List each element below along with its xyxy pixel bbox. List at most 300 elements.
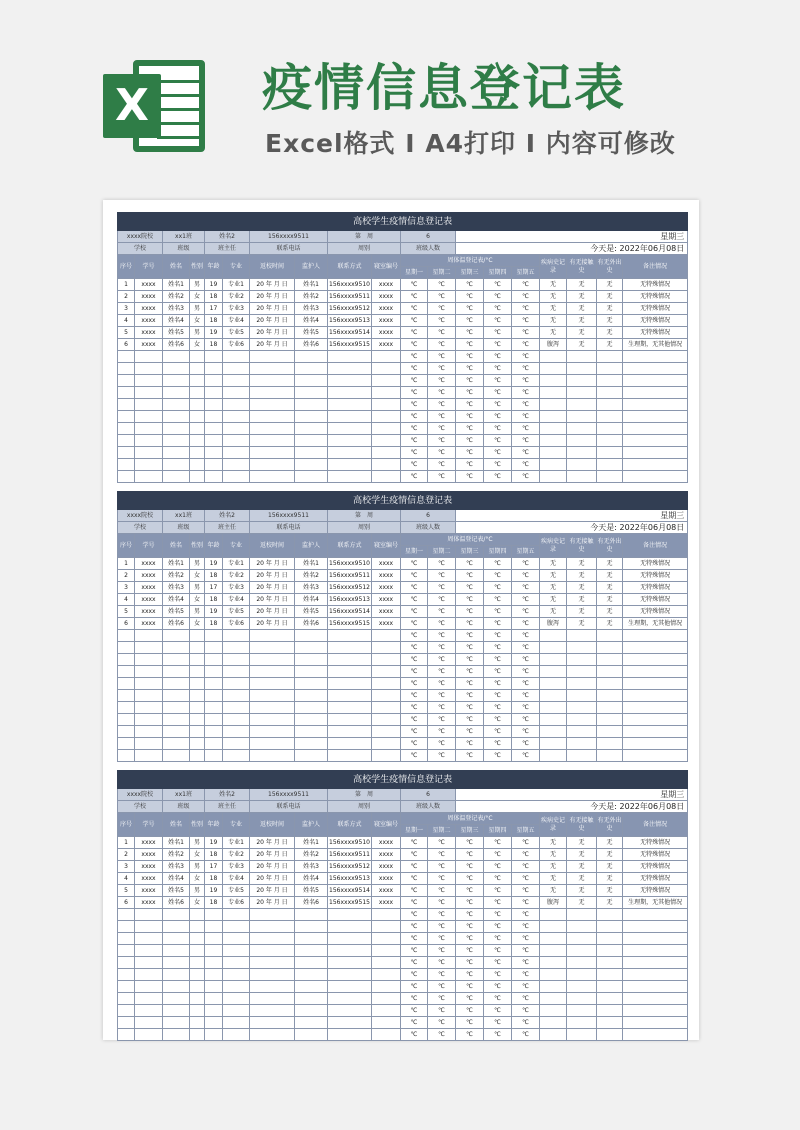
blank-cell[interactable] bbox=[567, 642, 597, 654]
major-cell[interactable]: 专业1 bbox=[223, 558, 250, 570]
blank-cell[interactable] bbox=[250, 423, 295, 435]
blank-cell[interactable] bbox=[623, 702, 688, 714]
temp-cell[interactable]: ℃ bbox=[484, 423, 512, 435]
history-cell[interactable]: 腹泻 bbox=[540, 897, 567, 909]
blank-cell[interactable] bbox=[205, 957, 223, 969]
temp-cell[interactable]: ℃ bbox=[428, 678, 456, 690]
blank-cell[interactable] bbox=[135, 630, 163, 642]
blank-cell[interactable] bbox=[372, 969, 401, 981]
major-cell[interactable]: 专业1 bbox=[223, 279, 250, 291]
temp-cell[interactable]: ℃ bbox=[456, 750, 484, 762]
blank-cell[interactable] bbox=[190, 933, 205, 945]
temp-cell[interactable]: ℃ bbox=[428, 630, 456, 642]
temp-cell[interactable]: ℃ bbox=[428, 1005, 456, 1017]
age-cell[interactable]: 19 bbox=[205, 558, 223, 570]
temp-cell[interactable]: ℃ bbox=[484, 702, 512, 714]
outing-cell[interactable]: 无 bbox=[597, 315, 623, 327]
temp-cell[interactable]: ℃ bbox=[401, 702, 428, 714]
temp-cell[interactable]: ℃ bbox=[428, 957, 456, 969]
history-cell[interactable]: 无 bbox=[540, 291, 567, 303]
blank-cell[interactable] bbox=[567, 957, 597, 969]
blank-cell[interactable] bbox=[295, 471, 328, 483]
blank-cell[interactable] bbox=[135, 726, 163, 738]
remark-cell[interactable]: 生理期，无其他情况 bbox=[623, 339, 688, 351]
temp-cell[interactable]: ℃ bbox=[428, 909, 456, 921]
blank-cell[interactable] bbox=[597, 459, 623, 471]
blank-cell[interactable] bbox=[223, 630, 250, 642]
blank-cell[interactable] bbox=[205, 678, 223, 690]
temp-cell[interactable]: ℃ bbox=[428, 1017, 456, 1029]
blank-cell[interactable] bbox=[135, 1029, 163, 1041]
temp-cell[interactable]: ℃ bbox=[512, 363, 540, 375]
blank-cell[interactable] bbox=[223, 909, 250, 921]
blank-cell[interactable] bbox=[250, 471, 295, 483]
blank-cell[interactable] bbox=[540, 1005, 567, 1017]
temp-cell[interactable]: ℃ bbox=[512, 570, 540, 582]
contact-history-cell[interactable]: 无 bbox=[567, 837, 597, 849]
temp-cell[interactable]: ℃ bbox=[428, 606, 456, 618]
blank-cell[interactable] bbox=[223, 945, 250, 957]
age-cell[interactable]: 19 bbox=[205, 327, 223, 339]
blank-cell[interactable] bbox=[295, 957, 328, 969]
blank-cell[interactable] bbox=[295, 447, 328, 459]
temp-cell[interactable]: ℃ bbox=[428, 738, 456, 750]
blank-cell[interactable] bbox=[623, 921, 688, 933]
blank-cell[interactable] bbox=[223, 351, 250, 363]
dorm-cell[interactable]: xxxx bbox=[372, 303, 401, 315]
phone-cell[interactable]: 156xxxx9510 bbox=[328, 558, 372, 570]
blank-cell[interactable] bbox=[205, 363, 223, 375]
guardian-cell[interactable]: 姓名6 bbox=[295, 618, 328, 630]
temp-cell[interactable]: ℃ bbox=[401, 594, 428, 606]
blank-cell[interactable] bbox=[135, 993, 163, 1005]
blank-cell[interactable] bbox=[163, 1005, 190, 1017]
blank-cell[interactable] bbox=[567, 750, 597, 762]
blank-cell[interactable] bbox=[223, 993, 250, 1005]
seq-cell[interactable]: 3 bbox=[118, 861, 135, 873]
outing-cell[interactable]: 无 bbox=[597, 558, 623, 570]
blank-cell[interactable] bbox=[118, 933, 135, 945]
student-no-cell[interactable]: xxxx bbox=[135, 885, 163, 897]
temp-cell[interactable]: ℃ bbox=[401, 315, 428, 327]
blank-cell[interactable] bbox=[372, 981, 401, 993]
guardian-cell[interactable]: 姓名3 bbox=[295, 861, 328, 873]
blank-cell[interactable] bbox=[295, 630, 328, 642]
blank-cell[interactable] bbox=[567, 654, 597, 666]
temp-cell[interactable]: ℃ bbox=[401, 606, 428, 618]
blank-cell[interactable] bbox=[223, 1017, 250, 1029]
temp-cell[interactable]: ℃ bbox=[512, 471, 540, 483]
guardian-cell[interactable]: 姓名1 bbox=[295, 279, 328, 291]
blank-cell[interactable] bbox=[328, 702, 372, 714]
blank-cell[interactable] bbox=[163, 969, 190, 981]
contact-history-cell[interactable]: 无 bbox=[567, 606, 597, 618]
temp-cell[interactable]: ℃ bbox=[401, 969, 428, 981]
blank-cell[interactable] bbox=[567, 459, 597, 471]
dorm-cell[interactable]: xxxx bbox=[372, 873, 401, 885]
blank-cell[interactable] bbox=[540, 447, 567, 459]
blank-cell[interactable] bbox=[567, 630, 597, 642]
blank-cell[interactable] bbox=[623, 1029, 688, 1041]
temp-cell[interactable]: ℃ bbox=[512, 702, 540, 714]
temp-cell[interactable]: ℃ bbox=[456, 582, 484, 594]
temp-cell[interactable]: ℃ bbox=[512, 1005, 540, 1017]
temp-cell[interactable]: ℃ bbox=[484, 411, 512, 423]
student-no-cell[interactable]: xxxx bbox=[135, 897, 163, 909]
temp-cell[interactable]: ℃ bbox=[512, 957, 540, 969]
blank-cell[interactable] bbox=[223, 921, 250, 933]
blank-cell[interactable] bbox=[540, 363, 567, 375]
major-cell[interactable]: 专业6 bbox=[223, 618, 250, 630]
blank-cell[interactable] bbox=[540, 957, 567, 969]
blank-cell[interactable] bbox=[623, 351, 688, 363]
blank-cell[interactable] bbox=[163, 459, 190, 471]
temp-cell[interactable]: ℃ bbox=[456, 618, 484, 630]
blank-cell[interactable] bbox=[540, 459, 567, 471]
blank-cell[interactable] bbox=[205, 375, 223, 387]
blank-cell[interactable] bbox=[567, 423, 597, 435]
temp-cell[interactable]: ℃ bbox=[512, 690, 540, 702]
blank-cell[interactable] bbox=[223, 666, 250, 678]
temp-cell[interactable]: ℃ bbox=[484, 570, 512, 582]
blank-cell[interactable] bbox=[190, 423, 205, 435]
remark-cell[interactable]: 无特殊情况 bbox=[623, 558, 688, 570]
temp-cell[interactable]: ℃ bbox=[512, 861, 540, 873]
blank-cell[interactable] bbox=[372, 435, 401, 447]
temp-cell[interactable]: ℃ bbox=[401, 873, 428, 885]
blank-cell[interactable] bbox=[328, 1029, 372, 1041]
blank-cell[interactable] bbox=[597, 363, 623, 375]
temp-cell[interactable]: ℃ bbox=[484, 642, 512, 654]
gender-cell[interactable]: 男 bbox=[190, 582, 205, 594]
blank-cell[interactable] bbox=[223, 750, 250, 762]
blank-cell[interactable] bbox=[597, 423, 623, 435]
guardian-cell[interactable]: 姓名5 bbox=[295, 327, 328, 339]
blank-cell[interactable] bbox=[328, 981, 372, 993]
gender-cell[interactable]: 男 bbox=[190, 885, 205, 897]
temp-cell[interactable]: ℃ bbox=[428, 363, 456, 375]
outing-cell[interactable]: 无 bbox=[597, 873, 623, 885]
gender-cell[interactable]: 男 bbox=[190, 279, 205, 291]
blank-cell[interactable] bbox=[597, 678, 623, 690]
blank-cell[interactable] bbox=[623, 630, 688, 642]
blank-cell[interactable] bbox=[190, 714, 205, 726]
blank-cell[interactable] bbox=[372, 471, 401, 483]
seq-cell[interactable]: 1 bbox=[118, 279, 135, 291]
temp-cell[interactable]: ℃ bbox=[456, 873, 484, 885]
blank-cell[interactable] bbox=[190, 1005, 205, 1017]
blank-cell[interactable] bbox=[372, 750, 401, 762]
history-cell[interactable]: 腹泻 bbox=[540, 618, 567, 630]
name-cell[interactable]: 姓名4 bbox=[163, 873, 190, 885]
blank-cell[interactable] bbox=[205, 1017, 223, 1029]
dorm-cell[interactable]: xxxx bbox=[372, 315, 401, 327]
blank-cell[interactable] bbox=[163, 957, 190, 969]
return-time-cell[interactable]: 20 年 月 日 bbox=[250, 339, 295, 351]
return-time-cell[interactable]: 20 年 月 日 bbox=[250, 279, 295, 291]
blank-cell[interactable] bbox=[190, 375, 205, 387]
history-cell[interactable]: 无 bbox=[540, 279, 567, 291]
blank-cell[interactable] bbox=[250, 387, 295, 399]
blank-cell[interactable] bbox=[623, 1017, 688, 1029]
blank-cell[interactable] bbox=[163, 690, 190, 702]
blank-cell[interactable] bbox=[540, 630, 567, 642]
blank-cell[interactable] bbox=[190, 666, 205, 678]
temp-cell[interactable]: ℃ bbox=[401, 399, 428, 411]
student-no-cell[interactable]: xxxx bbox=[135, 558, 163, 570]
return-time-cell[interactable]: 20 年 月 日 bbox=[250, 837, 295, 849]
blank-cell[interactable] bbox=[163, 351, 190, 363]
remark-cell[interactable]: 无特殊情况 bbox=[623, 873, 688, 885]
blank-cell[interactable] bbox=[623, 957, 688, 969]
temp-cell[interactable]: ℃ bbox=[512, 387, 540, 399]
blank-cell[interactable] bbox=[328, 630, 372, 642]
temp-cell[interactable]: ℃ bbox=[401, 1029, 428, 1041]
blank-cell[interactable] bbox=[135, 678, 163, 690]
blank-cell[interactable] bbox=[597, 690, 623, 702]
blank-cell[interactable] bbox=[372, 690, 401, 702]
guardian-cell[interactable]: 姓名2 bbox=[295, 570, 328, 582]
dorm-cell[interactable]: xxxx bbox=[372, 885, 401, 897]
temp-cell[interactable]: ℃ bbox=[401, 327, 428, 339]
temp-cell[interactable]: ℃ bbox=[401, 921, 428, 933]
blank-cell[interactable] bbox=[205, 423, 223, 435]
blank-cell[interactable] bbox=[135, 447, 163, 459]
contact-history-cell[interactable]: 无 bbox=[567, 873, 597, 885]
blank-cell[interactable] bbox=[295, 666, 328, 678]
blank-cell[interactable] bbox=[205, 933, 223, 945]
temp-cell[interactable]: ℃ bbox=[428, 993, 456, 1005]
blank-cell[interactable] bbox=[118, 702, 135, 714]
temp-cell[interactable]: ℃ bbox=[401, 885, 428, 897]
temp-cell[interactable]: ℃ bbox=[484, 606, 512, 618]
blank-cell[interactable] bbox=[163, 630, 190, 642]
blank-cell[interactable] bbox=[205, 411, 223, 423]
temp-cell[interactable]: ℃ bbox=[428, 279, 456, 291]
blank-cell[interactable] bbox=[163, 399, 190, 411]
blank-cell[interactable] bbox=[135, 981, 163, 993]
blank-cell[interactable] bbox=[540, 423, 567, 435]
blank-cell[interactable] bbox=[205, 459, 223, 471]
blank-cell[interactable] bbox=[223, 423, 250, 435]
temp-cell[interactable]: ℃ bbox=[401, 351, 428, 363]
blank-cell[interactable] bbox=[540, 750, 567, 762]
gender-cell[interactable]: 女 bbox=[190, 339, 205, 351]
blank-cell[interactable] bbox=[540, 726, 567, 738]
blank-cell[interactable] bbox=[135, 933, 163, 945]
temp-cell[interactable]: ℃ bbox=[428, 558, 456, 570]
temp-cell[interactable]: ℃ bbox=[484, 1017, 512, 1029]
blank-cell[interactable] bbox=[190, 399, 205, 411]
blank-cell[interactable] bbox=[567, 993, 597, 1005]
temp-cell[interactable]: ℃ bbox=[512, 423, 540, 435]
blank-cell[interactable] bbox=[205, 351, 223, 363]
temp-cell[interactable]: ℃ bbox=[456, 642, 484, 654]
temp-cell[interactable]: ℃ bbox=[401, 291, 428, 303]
blank-cell[interactable] bbox=[540, 471, 567, 483]
guardian-cell[interactable]: 姓名3 bbox=[295, 303, 328, 315]
blank-cell[interactable] bbox=[205, 726, 223, 738]
blank-cell[interactable] bbox=[205, 447, 223, 459]
student-no-cell[interactable]: xxxx bbox=[135, 339, 163, 351]
blank-cell[interactable] bbox=[135, 957, 163, 969]
temp-cell[interactable]: ℃ bbox=[456, 897, 484, 909]
blank-cell[interactable] bbox=[328, 921, 372, 933]
phone-cell[interactable]: 156xxxx9512 bbox=[328, 582, 372, 594]
seq-cell[interactable]: 4 bbox=[118, 873, 135, 885]
temp-cell[interactable]: ℃ bbox=[428, 969, 456, 981]
blank-cell[interactable] bbox=[135, 387, 163, 399]
blank-cell[interactable] bbox=[567, 1005, 597, 1017]
temp-cell[interactable]: ℃ bbox=[484, 897, 512, 909]
student-no-cell[interactable]: xxxx bbox=[135, 291, 163, 303]
blank-cell[interactable] bbox=[135, 714, 163, 726]
age-cell[interactable]: 17 bbox=[205, 861, 223, 873]
blank-cell[interactable] bbox=[223, 642, 250, 654]
temp-cell[interactable]: ℃ bbox=[512, 750, 540, 762]
blank-cell[interactable] bbox=[190, 678, 205, 690]
history-cell[interactable]: 无 bbox=[540, 315, 567, 327]
blank-cell[interactable] bbox=[118, 387, 135, 399]
outing-cell[interactable]: 无 bbox=[597, 897, 623, 909]
blank-cell[interactable] bbox=[597, 726, 623, 738]
temp-cell[interactable]: ℃ bbox=[428, 714, 456, 726]
blank-cell[interactable] bbox=[135, 471, 163, 483]
name-cell[interactable]: 姓名2 bbox=[163, 570, 190, 582]
blank-cell[interactable] bbox=[567, 447, 597, 459]
return-time-cell[interactable]: 20 年 月 日 bbox=[250, 849, 295, 861]
temp-cell[interactable]: ℃ bbox=[401, 726, 428, 738]
blank-cell[interactable] bbox=[540, 411, 567, 423]
blank-cell[interactable] bbox=[623, 375, 688, 387]
dorm-cell[interactable]: xxxx bbox=[372, 339, 401, 351]
blank-cell[interactable] bbox=[328, 423, 372, 435]
temp-cell[interactable]: ℃ bbox=[401, 945, 428, 957]
student-no-cell[interactable]: xxxx bbox=[135, 315, 163, 327]
temp-cell[interactable]: ℃ bbox=[401, 387, 428, 399]
blank-cell[interactable] bbox=[118, 363, 135, 375]
blank-cell[interactable] bbox=[118, 678, 135, 690]
contact-history-cell[interactable]: 无 bbox=[567, 570, 597, 582]
blank-cell[interactable] bbox=[118, 969, 135, 981]
blank-cell[interactable] bbox=[205, 435, 223, 447]
blank-cell[interactable] bbox=[295, 738, 328, 750]
temp-cell[interactable]: ℃ bbox=[428, 921, 456, 933]
student-no-cell[interactable]: xxxx bbox=[135, 837, 163, 849]
guardian-cell[interactable]: 姓名4 bbox=[295, 594, 328, 606]
blank-cell[interactable] bbox=[597, 933, 623, 945]
blank-cell[interactable] bbox=[205, 702, 223, 714]
temp-cell[interactable]: ℃ bbox=[512, 981, 540, 993]
blank-cell[interactable] bbox=[372, 351, 401, 363]
guardian-cell[interactable]: 姓名6 bbox=[295, 897, 328, 909]
blank-cell[interactable] bbox=[597, 630, 623, 642]
remark-cell[interactable]: 无特殊情况 bbox=[623, 582, 688, 594]
blank-cell[interactable] bbox=[372, 1005, 401, 1017]
temp-cell[interactable]: ℃ bbox=[512, 909, 540, 921]
blank-cell[interactable] bbox=[118, 459, 135, 471]
blank-cell[interactable] bbox=[163, 750, 190, 762]
temp-cell[interactable]: ℃ bbox=[456, 738, 484, 750]
major-cell[interactable]: 专业6 bbox=[223, 897, 250, 909]
blank-cell[interactable] bbox=[250, 957, 295, 969]
temp-cell[interactable]: ℃ bbox=[456, 1005, 484, 1017]
blank-cell[interactable] bbox=[372, 945, 401, 957]
blank-cell[interactable] bbox=[250, 933, 295, 945]
temp-cell[interactable]: ℃ bbox=[456, 279, 484, 291]
outing-cell[interactable]: 无 bbox=[597, 606, 623, 618]
blank-cell[interactable] bbox=[205, 969, 223, 981]
gender-cell[interactable]: 男 bbox=[190, 327, 205, 339]
blank-cell[interactable] bbox=[135, 945, 163, 957]
blank-cell[interactable] bbox=[190, 909, 205, 921]
blank-cell[interactable] bbox=[190, 447, 205, 459]
student-no-cell[interactable]: xxxx bbox=[135, 327, 163, 339]
age-cell[interactable]: 19 bbox=[205, 837, 223, 849]
blank-cell[interactable] bbox=[250, 411, 295, 423]
blank-cell[interactable] bbox=[328, 363, 372, 375]
return-time-cell[interactable]: 20 年 月 日 bbox=[250, 618, 295, 630]
blank-cell[interactable] bbox=[250, 363, 295, 375]
blank-cell[interactable] bbox=[597, 738, 623, 750]
gender-cell[interactable]: 女 bbox=[190, 315, 205, 327]
blank-cell[interactable] bbox=[295, 750, 328, 762]
temp-cell[interactable]: ℃ bbox=[456, 885, 484, 897]
temp-cell[interactable]: ℃ bbox=[401, 738, 428, 750]
blank-cell[interactable] bbox=[190, 459, 205, 471]
blank-cell[interactable] bbox=[163, 435, 190, 447]
blank-cell[interactable] bbox=[250, 1029, 295, 1041]
temp-cell[interactable]: ℃ bbox=[484, 969, 512, 981]
return-time-cell[interactable]: 20 年 月 日 bbox=[250, 558, 295, 570]
blank-cell[interactable] bbox=[597, 642, 623, 654]
blank-cell[interactable] bbox=[328, 435, 372, 447]
blank-cell[interactable] bbox=[295, 423, 328, 435]
gender-cell[interactable]: 女 bbox=[190, 873, 205, 885]
temp-cell[interactable]: ℃ bbox=[456, 726, 484, 738]
temp-cell[interactable]: ℃ bbox=[512, 375, 540, 387]
temp-cell[interactable]: ℃ bbox=[456, 423, 484, 435]
guardian-cell[interactable]: 姓名3 bbox=[295, 582, 328, 594]
blank-cell[interactable] bbox=[540, 738, 567, 750]
dorm-cell[interactable]: xxxx bbox=[372, 291, 401, 303]
temp-cell[interactable]: ℃ bbox=[401, 849, 428, 861]
name-cell[interactable]: 姓名3 bbox=[163, 582, 190, 594]
temp-cell[interactable]: ℃ bbox=[512, 714, 540, 726]
temp-cell[interactable]: ℃ bbox=[401, 897, 428, 909]
temp-cell[interactable]: ℃ bbox=[512, 933, 540, 945]
blank-cell[interactable] bbox=[223, 690, 250, 702]
blank-cell[interactable] bbox=[190, 981, 205, 993]
temp-cell[interactable]: ℃ bbox=[428, 642, 456, 654]
temp-cell[interactable]: ℃ bbox=[428, 582, 456, 594]
outing-cell[interactable]: 无 bbox=[597, 279, 623, 291]
blank-cell[interactable] bbox=[250, 714, 295, 726]
temp-cell[interactable]: ℃ bbox=[484, 291, 512, 303]
return-time-cell[interactable]: 20 年 月 日 bbox=[250, 897, 295, 909]
temp-cell[interactable]: ℃ bbox=[401, 558, 428, 570]
temp-cell[interactable]: ℃ bbox=[484, 351, 512, 363]
major-cell[interactable]: 专业2 bbox=[223, 291, 250, 303]
blank-cell[interactable] bbox=[567, 375, 597, 387]
student-no-cell[interactable]: xxxx bbox=[135, 873, 163, 885]
blank-cell[interactable] bbox=[567, 714, 597, 726]
history-cell[interactable]: 无 bbox=[540, 582, 567, 594]
blank-cell[interactable] bbox=[623, 933, 688, 945]
phone-cell[interactable]: 156xxxx9511 bbox=[328, 570, 372, 582]
blank-cell[interactable] bbox=[372, 678, 401, 690]
blank-cell[interactable] bbox=[163, 387, 190, 399]
